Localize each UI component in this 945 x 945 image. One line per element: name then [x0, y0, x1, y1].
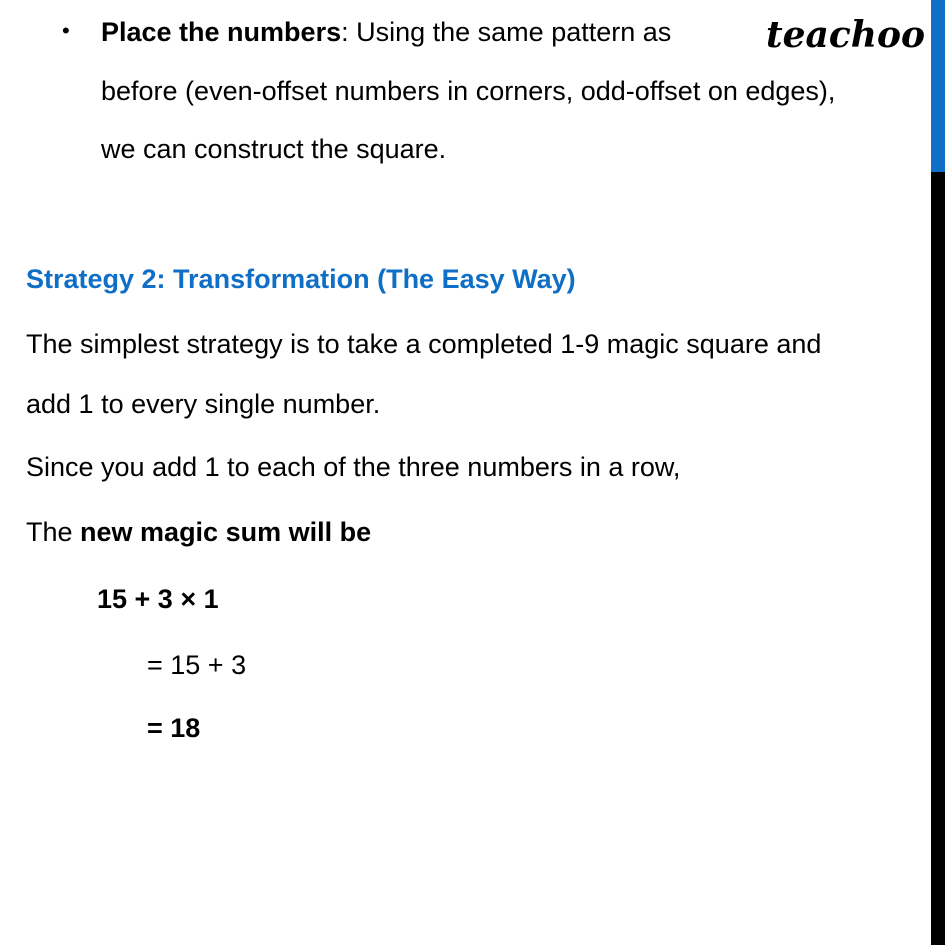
bullet-line-3: we can construct the square.	[101, 134, 447, 164]
paragraph-1-line-1: The simplest strategy is to take a completed 1-9 magic square and	[26, 329, 822, 359]
bullet-dot-icon: •	[62, 18, 70, 43]
strategy-2-heading: Strategy 2: Transformation (The Easy Way)	[26, 264, 576, 294]
calc-step-2: = 15 + 3	[147, 650, 247, 680]
bullet-line-2: before (even-offset numbers in corners, odd-offset on edges),	[101, 76, 836, 106]
paragraph-3	[26, 517, 371, 548]
teachoo-logo: teachoo	[766, 14, 925, 56]
side-accent-bar-blue	[931, 0, 945, 172]
bullet-line-1	[101, 17, 671, 48]
calc-step-3-result: = 18	[147, 713, 201, 743]
paragraph-1-line-2: add 1 to every single number.	[26, 389, 381, 419]
calc-step-1: 15 + 3 × 1	[97, 584, 219, 614]
side-accent-bar-black	[931, 172, 945, 945]
bullet-line-1-rest: : Using the same pattern as	[341, 17, 672, 47]
bullet-bold-lead: Place the numbers	[101, 17, 342, 47]
paragraph-3-bold: new magic sum will be	[80, 517, 372, 547]
paragraph-2: Since you add 1 to each of the three numbers in a row,	[26, 452, 681, 482]
paragraph-3-prefix: The	[26, 517, 81, 547]
